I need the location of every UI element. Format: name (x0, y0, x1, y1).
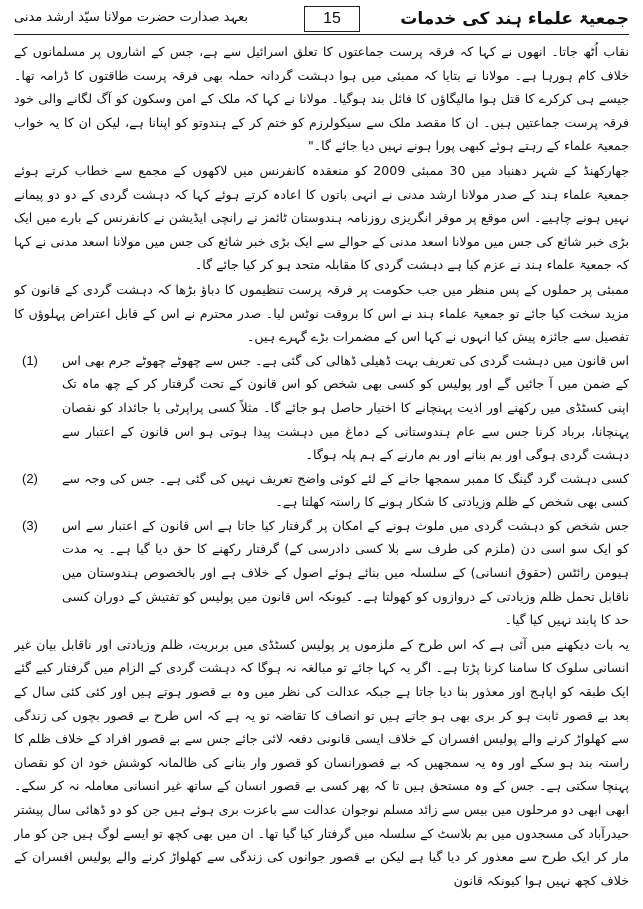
numbered-item (14, 514, 629, 632)
running-subtitle: بعہد صدارت حضرت مولانا سیّد ارشد مدنی (14, 10, 248, 25)
paragraph-1: نقاب اُٹھ جاتا۔ انھوں نے کہا کہ فرقہ پرست جماعتوں کا تعلق اسرائیل سے ہے، جس کے اشاروں پر مسلمانوں کے خلاف کام ہورہا ہے۔ مولانا نے بتایا کہ ممبئی میں ہوا دہشت گردانہ حملہ بھی فرقہ پرست طاقتوں کا ڈرامہ تھا۔ جیسے ہی کرکرے کا قتل ہوا مالیگاؤں کا فائل بند ہوگیا۔ مولانا نے کہا کہ ملک کے امن وسکون کو آگ لگانے والی خود فرقہ پرست جماعتیں ہیں۔ ان کا مقصد ملک سے سیکولرزم کو ختم کر کے ہندوتو کو اپنانا ہے، لیکن ان کا یہ خواب جمعیۃ علماء کے رہتے ہوئے کبھی پورا ہونے نہیں دیا جائے گا۔" (14, 44, 629, 154)
item-number: (2) (22, 470, 38, 486)
item-number: (3) (22, 517, 38, 533)
paragraph-2: جھارکھنڈ کے شہر دھنباد میں 30 ممبئی 2009 کو منعقدہ کانفرنس میں لاکھوں کے مجمع سے خطاب کرتے ہوئے جمعیۃ علماء ہند کے صدر مولانا ارشد مدنی نے انہی باتوں کا اعادہ کرتے ہوئے کہا کہ دہشت گردی کے دو دو پیمانے نہیں ہونے چاہیے۔ اس موقع پر موقر انگریزی روزنامہ ہندوستان ٹائمز نے رانچی ایڈیشن نے کانفرنس کے بارے میں ایک بڑی خبر شائع کی جس میں مولانا اسعد مدنی کے حوالے سے ایک بڑی خبر شائع کی جس میں مولانا اسعد مدنی نے کہا کہ جمعیۃ علماء ہند نے عزم کیا ہے دہشت گردی کا مقابلہ متحد ہو کر کیا جائے گا۔ (14, 162, 629, 273)
item-number: (1) (22, 352, 38, 368)
paragraph-3: ممبئی پر حملوں کے پس منظر میں جب حکومت پر فرقہ پرست تنظیموں کا دباؤ بڑھا کہ دہشت گردی کے قانون کو مزید سخت کیا جائے تو جمعیۃ علماء ہند نے اس کا بروقت نوٹس لیا۔ صدر محترم نے اس کے قابل اعتراض پہلوؤں کا تفصیل سے جائزہ پیش کیا انہوں نے کہا اس کے مضمرات بڑے گہرے ہیں۔ (14, 281, 629, 345)
page-header (14, 6, 629, 35)
page-body (14, 40, 629, 904)
numbered-item (14, 467, 629, 514)
item-text: جس شخص کو دہشت گردی میں ملوث ہونے کے امکان پر گرفتار کیا جاتا ہے اس قانون کے اعتبار سے اس کو ایک سو اسی دن (ملزم کی طرف سے بلا کسی دادرسی کے) گرفتار رکھنے کا حق دیا گیا ہے۔ یہ مدت ہیومن رائٹس (حقوق انسانی) کے سلسلہ میں بنائے ہوئے اصول کے خلاف ہے اور بالخصوص ہندوستان میں ناقابل تحمل ظلم وزیادتی کے دروازوں کو کھولتا ہے۔ کیونکہ اس قانون میں پولیس کو تفتیش کے دوران کسی حد کا پابند نہیں کیا گیا۔ (62, 517, 629, 628)
item-text: کسی دہشت گرد گینگ کا ممبر سمجھا جانے کے لئے کوئی واضح تعریف نہیں کی گئی ہے۔ جس کی وجہ سے کسی بھی شخص کے ظلم وزیادتی کا شکار ہونے کا راستہ کھلتا ہے۔ (62, 470, 629, 510)
running-title: جمعیۃ علماء ہند کی خدمات (400, 9, 629, 29)
paragraph-4: یہ بات دیکھنے میں آئی ہے کہ اس طرح کے ملزموں پر پولیس کسٹڈی میں بربریت، ظلم وزیادتی اور ناقابل بیان غیر انسانی سلوک کا سامنا کرنا پڑتا ہے۔ اگر یہ کہا جائے تو مبالغہ نہ ہوگا کہ دہشت گردی کے الزام میں گرفتار کیے گئے ایک طبقہ کو اپاہج اور معذور بنا دیا جاتا ہے جبکہ عدالت کی نظر میں وہ بے قصور ہوتے ہیں اور کئی کئی سال کے بعد بے قصور ثابت ہو کر بری بھی ہو جاتے ہیں تو انصاف کا تقاضہ تو یہ ہے کہ اس طرح بے قصور بچوں کی زندگی سے کھلواڑ کرنے والے پولیس افسران کے خلاف ایسی قانونی دفعہ لائی جائے جس سے بے قصور افراد کے خلاف ظلم کا راستہ بند ہو سکے اور وہ یہ سمجھیں کہ بے قصورانسان کو قصور وار بنانے کی ظالمانہ کوشش خود ان کو نقصان پہنچا سکتی ہے۔ جس کے وہ مستحق ہیں تا کہ پھر کسی بے قصور انسان کے ساتھ غیر انسانی معاملہ نہ کر سکے۔ ابھی ابھی دو مرحلوں میں بیس سے زائد مسلم نوجوان عدالت سے باعزت بری ہوئے ہیں جن کو دو ڈھائی سال پیشتر حیدرآباد کی مسجدوں میں بم بلاسٹ کے سلسلہ میں گرفتار کیا گیا تھا۔ ان میں بھی کچھ تو ایسے لوگ ہیں جن کو مار مار کر ایک طرح سے معذور کر دیا گیا ہے لیکن بے قصور جوانوں کی زندگی سے کھلواڑ کرنے والے پولیس افسران کے خلاف کچھ نہیں ہوا کیونکہ قانون (14, 636, 629, 888)
item-text: اس قانون میں دہشت گردی کی تعریف بہت ڈھیلی ڈھالی کی گئی ہے۔ جس سے چھوٹے چھوٹے جرم بھی اس کے ضمن میں آ جائیں گے اور پولیس کو کسی بھی شخص کو اس قانون کے تحت گرفتار کر کے چھ ماہ تک اپنی کسٹڈی میں رکھنے اور اذیت پہنچانے کا اختیار حاصل ہو جائے گا۔ مثلاً کسی پراپرٹی یا جائداد کو نقصان پہنچانا، برباد کرنا جس سے عام ہندوستانی کے دماغ میں دہشت پیدا ہوتی ہو اس قانون کے اعتبار سے دہشت گردی ہوگی اور بم بنانے اور بم مارنے کے ہم پلہ ہوگا۔ (62, 352, 629, 463)
page-number: 15 (304, 6, 360, 32)
numbered-item (14, 349, 629, 467)
